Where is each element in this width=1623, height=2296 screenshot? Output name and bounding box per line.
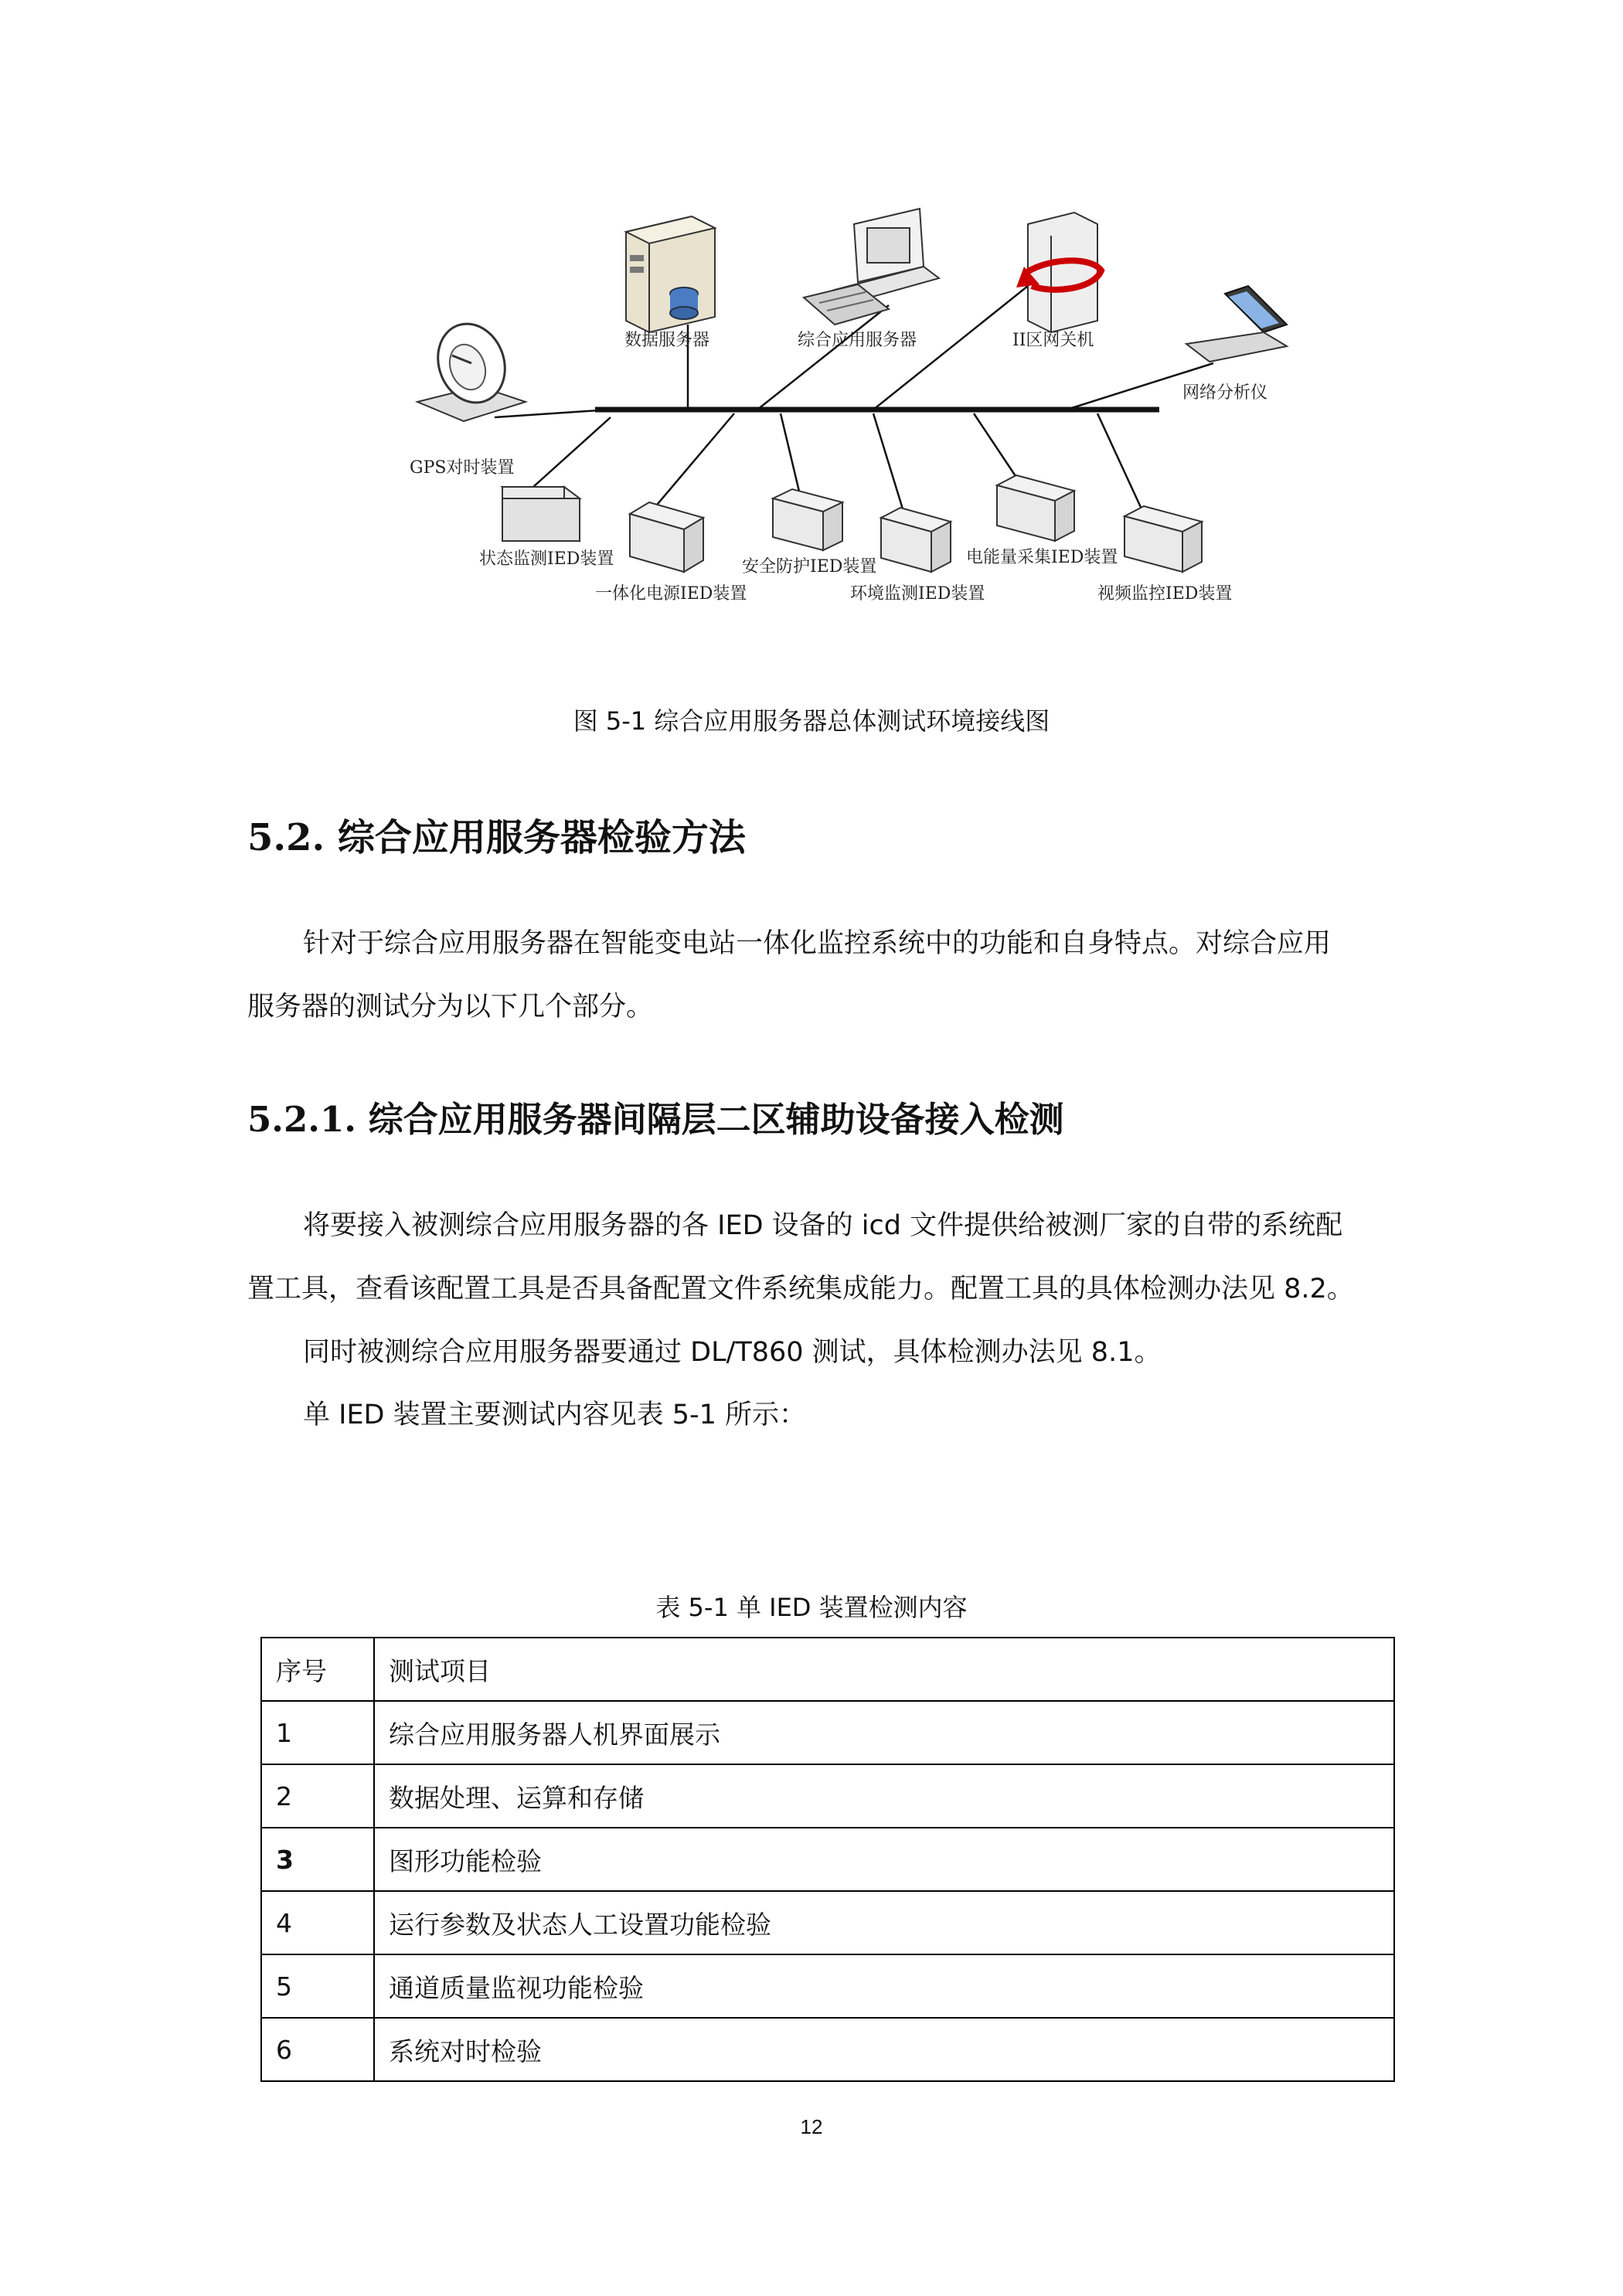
analyzer-label: 网络分析仪 — [1182, 383, 1268, 403]
section-heading-5-2-1: 5.2.1. 综合应用服务器间隔层二区辅助设备接入检测 — [247, 1099, 1064, 1140]
row-item: 图形功能检验 — [374, 1828, 1394, 1891]
row-number: 3 — [261, 1828, 374, 1891]
paragraph-line: 针对于综合应用服务器在智能变电站一体化监控系统中的功能和自身特点。对综合应用 — [303, 928, 1332, 959]
row-number: 2 — [261, 1764, 374, 1828]
row-number: 6 — [261, 2018, 374, 2081]
desktop-computer-icon — [804, 209, 939, 325]
energy-ied-label: 电能量采集IED装置 — [966, 548, 1118, 567]
power-ied-label: 一体化电源IED装置 — [595, 584, 747, 604]
row-number: 1 — [261, 1701, 374, 1764]
gps-label: GPS对时装置 — [410, 458, 515, 478]
table-row — [261, 1701, 1394, 1764]
figure-caption: 图 5-1 综合应用服务器总体测试环境接线图 — [573, 706, 1050, 736]
ied-box-energy — [997, 475, 1074, 541]
data-server-icon — [626, 216, 715, 332]
ied-box-power — [630, 502, 703, 572]
security-ied-label: 安全防护IED装置 — [742, 557, 877, 577]
table-row — [261, 1764, 1394, 1828]
ied-box-status — [502, 487, 580, 541]
row-item: 综合应用服务器人机界面展示 — [374, 1701, 1394, 1764]
gps-dish-icon — [417, 315, 526, 421]
header-seq: 序号 — [261, 1638, 374, 1701]
app-server-label: 综合应用服务器 — [798, 331, 917, 350]
paragraph-line: 将要接入被测综合应用服务器的各 IED 设备的 icd 文件提供给被测厂家的自带的系统配 — [303, 1210, 1343, 1241]
row-number: 4 — [261, 1891, 374, 1954]
data-server-label: 数据服务器 — [624, 331, 710, 350]
paragraph-line: 单 IED 装置主要测试内容见表 5-1 所示： — [303, 1400, 807, 1430]
table-row — [261, 1828, 1394, 1891]
row-item: 运行参数及状态人工设置功能检验 — [374, 1891, 1394, 1954]
paragraph-line: 服务器的测试分为以下几个部分。 — [247, 992, 654, 1022]
table-row — [261, 2018, 1394, 2081]
gateway-label: II区网关机 — [1012, 331, 1094, 350]
paragraph-line: 置工具，查看该配置工具是否具备配置文件系统集成能力。配置工具的具体检测办法见 8.2。 — [247, 1274, 1354, 1304]
ied-test-table — [260, 1637, 1395, 2082]
connection-lines — [495, 286, 1213, 514]
table-caption: 表 5-1 单 IED 装置检测内容 — [655, 1593, 968, 1622]
page-number: 12 — [800, 2115, 823, 2138]
table-header-row — [261, 1638, 1394, 1701]
table-row — [261, 1891, 1394, 1954]
section-heading-5-2: 5.2. 综合应用服务器检验方法 — [247, 816, 746, 859]
table-row — [261, 1954, 1394, 2018]
header-item: 测试项目 — [374, 1638, 1394, 1701]
row-item: 通道质量监视功能检验 — [374, 1954, 1394, 2018]
ied-box-environment — [881, 508, 951, 572]
video-ied-label: 视频监控IED装置 — [1097, 584, 1233, 604]
gateway-server-icon — [1016, 213, 1101, 332]
env-ied-label: 环境监测IED装置 — [850, 584, 985, 604]
paragraph-line: 同时被测综合应用服务器要通过 DL/T860 测试，具体检测办法见 8.1。 — [303, 1337, 1162, 1368]
status-ied-label: 状态监测IED装置 — [479, 549, 614, 569]
row-item: 数据处理、运算和存储 — [374, 1764, 1394, 1828]
row-number: 5 — [261, 1954, 374, 2018]
ied-box-security — [773, 489, 842, 550]
network-wiring-diagram — [0, 0, 1623, 634]
ied-box-video — [1125, 506, 1202, 572]
laptop-icon — [1186, 286, 1287, 362]
row-item: 系统对时检验 — [374, 2018, 1394, 2081]
